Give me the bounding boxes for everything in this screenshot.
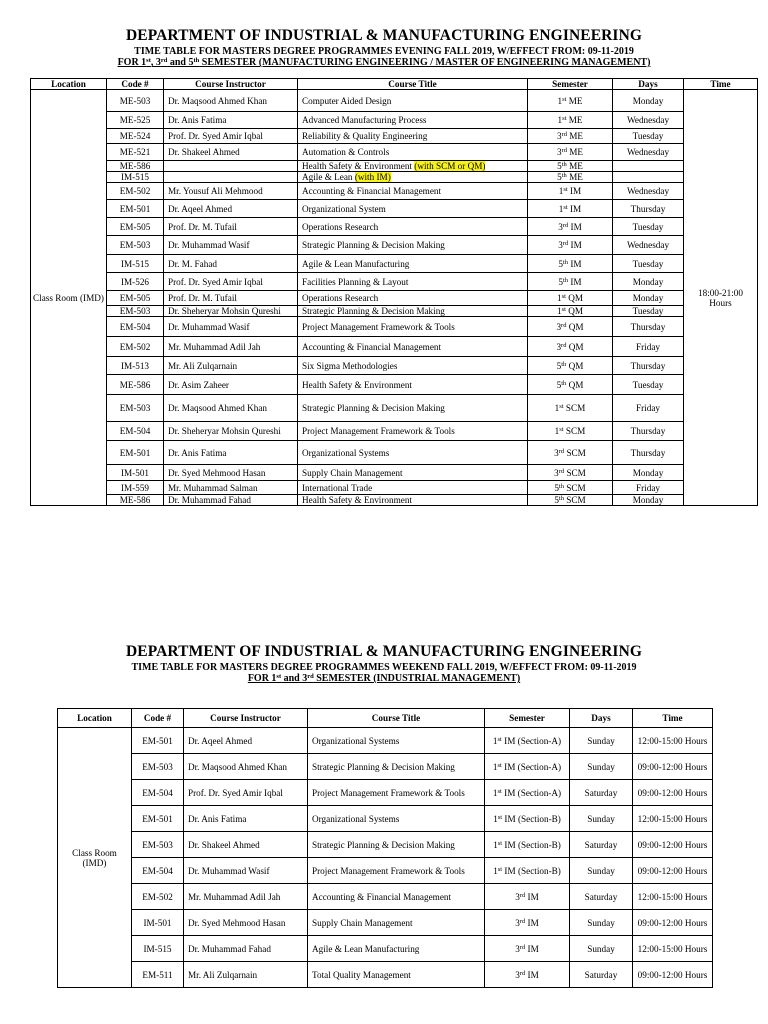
table-row [31, 161, 758, 172]
time-cell: 09:00-12:00 Hours [633, 910, 713, 936]
section2-title: DEPARTMENT OF INDUSTRIAL & MANUFACTURING ENGINEERING [125, 643, 643, 660]
instructor-cell: Dr. Anis Fatima [164, 441, 298, 465]
instructor-cell: Dr. Muhammad Fahad [184, 936, 308, 962]
table-row [31, 306, 758, 317]
code-cell: IM-559 [107, 481, 164, 495]
semester-cell: 1st IM (Section-A) [485, 780, 570, 806]
day-cell: Sunday [570, 728, 633, 754]
title-cell: Total Quality Management [308, 962, 485, 988]
semester-cell: 3rd IM [485, 884, 570, 910]
day-cell: Tuesday [613, 255, 684, 273]
time-cell: 12:00-15:00 Hours [633, 806, 713, 832]
day-cell: Saturday [570, 962, 633, 988]
day-cell [613, 172, 684, 183]
code-cell: EM-511 [132, 962, 184, 988]
code-cell: EM-504 [132, 858, 184, 884]
code-cell: ME-586 [107, 375, 164, 395]
table-row [58, 728, 713, 754]
title-cell: Operations Research [298, 291, 528, 306]
day-cell: Monday [613, 465, 684, 481]
code-cell: ME-503 [107, 90, 164, 112]
day-cell: Sunday [570, 806, 633, 832]
table-row [31, 481, 758, 495]
day-cell: Thursday [613, 422, 684, 441]
day-cell: Friday [613, 337, 684, 357]
title-cell: Operations Research [298, 218, 528, 236]
table-row [58, 832, 713, 858]
code-cell: IM-515 [107, 255, 164, 273]
day-cell: Monday [613, 291, 684, 306]
section2-header [0, 643, 768, 684]
code-cell: EM-505 [107, 291, 164, 306]
semester-cell: 5th ME [528, 161, 613, 172]
code-cell: EM-504 [132, 780, 184, 806]
semester-cell: 3rd IM [485, 962, 570, 988]
time-cell: 09:00-12:00 Hours [633, 962, 713, 988]
day-cell: Friday [613, 395, 684, 422]
instructor-cell: Mr. Ali Zulqarnain [184, 962, 308, 988]
day-cell: Sunday [570, 858, 633, 884]
day-cell: Sunday [570, 910, 633, 936]
header-time: Time [633, 709, 713, 728]
instructor-cell: Dr. Sheheryar Mohsin Qureshi [164, 306, 298, 317]
day-cell: Thursday [613, 357, 684, 375]
title-cell: Project Management Framework & Tools [308, 780, 485, 806]
instructor-cell: Dr. Asim Zaheer [164, 375, 298, 395]
instructor-cell: Prof. Dr. M. Tufail [164, 291, 298, 306]
instructor-cell: Dr. Anis Fatima [184, 806, 308, 832]
title-cell: Health Safety & Environment [298, 495, 528, 506]
section1-semester-line: FOR 1st, 3rd and 5th SEMESTER (MANUFACTURING ENGINEERING / MASTER OF ENGINEERING MANAGEMENT) [117, 57, 651, 68]
code-cell: EM-501 [107, 200, 164, 218]
day-cell: Thursday [613, 441, 684, 465]
header-semester: Semester [485, 709, 570, 728]
semester-cell: 1st ME [528, 90, 613, 112]
section1-header [0, 27, 768, 68]
table-row [58, 858, 713, 884]
semester-cell: 3rd SCM [528, 441, 613, 465]
day-cell: Tuesday [613, 306, 684, 317]
title-cell: Organizational System [298, 200, 528, 218]
header-title: Course Title [298, 79, 528, 90]
instructor-cell: Prof. Dr. Syed Amir Iqbal [164, 273, 298, 291]
semester-cell: 3rd QM [528, 337, 613, 357]
table-row [31, 291, 758, 306]
time-cell: 12:00-15:00 Hours [633, 884, 713, 910]
instructor-cell: Dr. Shakeel Ahmed [164, 144, 298, 161]
instructor-cell: Dr. M. Fahad [164, 255, 298, 273]
semester-cell: 5th ME [528, 172, 613, 183]
code-cell: EM-504 [107, 422, 164, 441]
title-cell: Strategic Planning & Decision Making [298, 395, 528, 422]
code-cell: IM-526 [107, 273, 164, 291]
title-cell: Strategic Planning & Decision Making [308, 832, 485, 858]
semester-cell: 1st IM [528, 183, 613, 200]
header-code: Code # [107, 79, 164, 90]
instructor-cell: Dr. Sheheryar Mohsin Qureshi [164, 422, 298, 441]
title-cell: Computer Aided Design [298, 90, 528, 112]
semester-cell: 1st QM [528, 306, 613, 317]
semester-cell: 1st IM [528, 200, 613, 218]
table-row [31, 495, 758, 506]
code-cell: IM-515 [132, 936, 184, 962]
table-row [31, 422, 758, 441]
time-cell: 09:00-12:00 Hours [633, 832, 713, 858]
instructor-cell: Dr. Maqsood Ahmed Khan [164, 90, 298, 112]
table-row [31, 129, 758, 144]
title-cell: Supply Chain Management [298, 465, 528, 481]
semester-cell: 3rd SCM [528, 465, 613, 481]
instructor-cell: Mr. Muhammad Adil Jah [164, 337, 298, 357]
day-cell: Sunday [570, 754, 633, 780]
semester-cell: 3rd IM [528, 218, 613, 236]
title-cell: Strategic Planning & Decision Making [308, 754, 485, 780]
table-row [31, 317, 758, 337]
header-semester: Semester [528, 79, 613, 90]
time-cell: 09:00-12:00 Hours [633, 858, 713, 884]
instructor-cell: Dr. Aqeel Ahmed [164, 200, 298, 218]
instructor-cell: Dr. Muhammad Wasif [164, 317, 298, 337]
time-cell: 09:00-12:00 Hours [633, 754, 713, 780]
day-cell [613, 161, 684, 172]
title-cell: Health Safety & Environment (with SCM or QM) [298, 161, 528, 172]
code-cell: EM-502 [107, 337, 164, 357]
header-code: Code # [132, 709, 184, 728]
table-row [58, 962, 713, 988]
title-cell: Organizational Systems [308, 728, 485, 754]
table-row [31, 183, 758, 200]
table-row [31, 337, 758, 357]
title-cell: Supply Chain Management [308, 910, 485, 936]
table-header-row [58, 709, 713, 728]
table-header-row [31, 79, 758, 90]
instructor-cell: Mr. Yousuf Ali Mehmood [164, 183, 298, 200]
instructor-cell: Mr. Ali Zulqarnain [164, 357, 298, 375]
semester-cell: 3rd IM [528, 236, 613, 255]
title-cell: Project Management Framework & Tools [298, 422, 528, 441]
semester-cell: 1st IM (Section-A) [485, 728, 570, 754]
day-cell: Monday [613, 495, 684, 506]
header-days: Days [613, 79, 684, 90]
code-cell: EM-503 [107, 395, 164, 422]
semester-cell: 5th QM [528, 375, 613, 395]
time-cell: 12:00-15:00 Hours [633, 728, 713, 754]
table-row [58, 780, 713, 806]
semester-cell: 3rd ME [528, 144, 613, 161]
code-cell: EM-501 [132, 806, 184, 832]
title-cell: Strategic Planning & Decision Making [298, 306, 528, 317]
day-cell: Saturday [570, 832, 633, 858]
section2-semester-line: FOR 1st and 3rd SEMESTER (INDUSTRIAL MANAGEMENT) [247, 673, 521, 684]
table-row [31, 357, 758, 375]
title-cell: Advanced Manufacturing Process [298, 112, 528, 129]
code-cell: EM-503 [132, 832, 184, 858]
day-cell: Thursday [613, 200, 684, 218]
semester-cell: 5th SCM [528, 495, 613, 506]
title-cell: International Trade [298, 481, 528, 495]
instructor-cell: Prof. Dr. Syed Amir Iqbal [184, 780, 308, 806]
title-cell: Agile & Lean Manufacturing [308, 936, 485, 962]
semester-cell: 1st IM (Section-A) [485, 754, 570, 780]
day-cell: Friday [613, 481, 684, 495]
section2-subtitle: TIME TABLE FOR MASTERS DEGREE PROGRAMMES WEEKEND FALL 2019, W/EFFECT FROM: 09-11-2019 [131, 662, 637, 673]
table-row [58, 884, 713, 910]
code-cell: ME-521 [107, 144, 164, 161]
header-title: Course Title [308, 709, 485, 728]
semester-cell: 1st ME [528, 112, 613, 129]
title-cell: Project Management Framework & Tools [308, 858, 485, 884]
table-row [31, 255, 758, 273]
instructor-cell: Dr. Syed Mehmood Hasan [184, 910, 308, 936]
day-cell: Wednesday [613, 183, 684, 200]
instructor-cell: Dr. Muhammad Wasif [184, 858, 308, 884]
table-row [31, 395, 758, 422]
instructor-cell: Dr. Aqeel Ahmed [184, 728, 308, 754]
code-cell: IM-501 [107, 465, 164, 481]
code-cell: EM-505 [107, 218, 164, 236]
table-row [31, 441, 758, 465]
instructor-cell: Dr. Maqsood Ahmed Khan [184, 754, 308, 780]
title-cell: Agile & Lean Manufacturing [298, 255, 528, 273]
code-cell: EM-501 [132, 728, 184, 754]
day-cell: Monday [613, 273, 684, 291]
header-instructor: Course Instructor [164, 79, 298, 90]
instructor-cell: Dr. Anis Fatima [164, 112, 298, 129]
code-cell: ME-524 [107, 129, 164, 144]
table-row [31, 172, 758, 183]
instructor-cell: Dr. Muhammad Fahad [164, 495, 298, 506]
header-location: Location [58, 709, 132, 728]
semester-cell: 1st SCM [528, 422, 613, 441]
semester-cell: 1st QM [528, 291, 613, 306]
header-days: Days [570, 709, 633, 728]
table-row [31, 144, 758, 161]
title-cell: Facilities Planning & Layout [298, 273, 528, 291]
table-row [31, 236, 758, 255]
code-cell: ME-525 [107, 112, 164, 129]
title-cell: Six Sigma Methodologies [298, 357, 528, 375]
title-cell: Organizational Systems [308, 806, 485, 832]
title-cell: Automation & Controls [298, 144, 528, 161]
day-cell: Monday [613, 90, 684, 112]
header-location: Location [31, 79, 107, 90]
time-cell: 09:00-12:00 Hours [633, 780, 713, 806]
semester-cell: 3rd IM [485, 910, 570, 936]
title-cell: Strategic Planning & Decision Making [298, 236, 528, 255]
title-cell: Health Safety & Environment [298, 375, 528, 395]
title-highlight: (with IM) [354, 172, 391, 182]
instructor-cell [164, 161, 298, 172]
semester-cell: 1st IM (Section-B) [485, 806, 570, 832]
code-cell: EM-504 [107, 317, 164, 337]
time-cell: 18:00-21:00 Hours [684, 90, 758, 506]
semester-cell: 3rd IM [485, 936, 570, 962]
semester-cell: 5th IM [528, 273, 613, 291]
day-cell: Tuesday [613, 375, 684, 395]
day-cell: Tuesday [613, 218, 684, 236]
header-time: Time [684, 79, 758, 90]
semester-cell: 1st IM (Section-B) [485, 832, 570, 858]
code-cell: EM-503 [107, 306, 164, 317]
location-cell: Class Room (IMD) [31, 90, 107, 506]
day-cell: Wednesday [613, 112, 684, 129]
code-cell: EM-503 [132, 754, 184, 780]
evening-timetable [30, 78, 758, 506]
instructor-cell: Dr. Muhammad Wasif [164, 236, 298, 255]
day-cell: Wednesday [613, 144, 684, 161]
section1-subtitle: TIME TABLE FOR MASTERS DEGREE PROGRAMMES EVENING FALL 2019, W/EFFECT FROM: 09-11-2019 [134, 46, 634, 57]
semester-cell: 1st SCM [528, 395, 613, 422]
title-cell: Accounting & Financial Management [298, 183, 528, 200]
instructor-cell [164, 172, 298, 183]
table-row [58, 806, 713, 832]
header-instructor: Course Instructor [184, 709, 308, 728]
code-cell: ME-586 [107, 495, 164, 506]
title-cell: Agile & Lean (with IM) [298, 172, 528, 183]
table-row [31, 218, 758, 236]
day-cell: Wednesday [613, 236, 684, 255]
instructor-cell: Mr. Muhammad Adil Jah [184, 884, 308, 910]
table-row [31, 90, 758, 112]
table-row [58, 936, 713, 962]
code-cell: IM-515 [107, 172, 164, 183]
semester-cell: 5th QM [528, 357, 613, 375]
table-row [31, 112, 758, 129]
title-highlight: (with SCM or QM) [414, 161, 486, 171]
instructor-cell: Prof. Dr. Syed Amir Iqbal [164, 129, 298, 144]
semester-cell: 1st IM (Section-B) [485, 858, 570, 884]
title-cell: Reliability & Quality Engineering [298, 129, 528, 144]
title-cell: Accounting & Financial Management [308, 884, 485, 910]
instructor-cell: Mr. Muhammad Salman [164, 481, 298, 495]
table-row [31, 375, 758, 395]
title-cell: Accounting & Financial Management [298, 337, 528, 357]
day-cell: Sunday [570, 936, 633, 962]
time-cell: 12:00-15:00 Hours [633, 936, 713, 962]
table-row [58, 910, 713, 936]
table-row [31, 465, 758, 481]
code-cell: IM-501 [132, 910, 184, 936]
code-cell: EM-502 [132, 884, 184, 910]
day-cell: Saturday [570, 780, 633, 806]
table-row [58, 754, 713, 780]
section1-title: DEPARTMENT OF INDUSTRIAL & MANUFACTURING ENGINEERING [125, 27, 643, 44]
code-cell: EM-503 [107, 236, 164, 255]
table-row [31, 200, 758, 218]
day-cell: Thursday [613, 317, 684, 337]
semester-cell: 3rd QM [528, 317, 613, 337]
semester-cell: 5th SCM [528, 481, 613, 495]
instructor-cell: Prof. Dr. M. Tufail [164, 218, 298, 236]
instructor-cell: Dr. Syed Mehmood Hasan [164, 465, 298, 481]
instructor-cell: Dr. Maqsood Ahmed Khan [164, 395, 298, 422]
day-cell: Tuesday [613, 129, 684, 144]
weekend-timetable [57, 708, 713, 988]
instructor-cell: Dr. Shakeel Ahmed [184, 832, 308, 858]
semester-cell: 3rd ME [528, 129, 613, 144]
code-cell: EM-502 [107, 183, 164, 200]
table-row [31, 273, 758, 291]
location-cell: Class Room (IMD) [58, 728, 132, 988]
code-cell: EM-501 [107, 441, 164, 465]
title-cell: Organizational Systems [298, 441, 528, 465]
title-cell: Project Management Framework & Tools [298, 317, 528, 337]
day-cell: Saturday [570, 884, 633, 910]
code-cell: IM-513 [107, 357, 164, 375]
code-cell: ME-586 [107, 161, 164, 172]
semester-cell: 5th IM [528, 255, 613, 273]
